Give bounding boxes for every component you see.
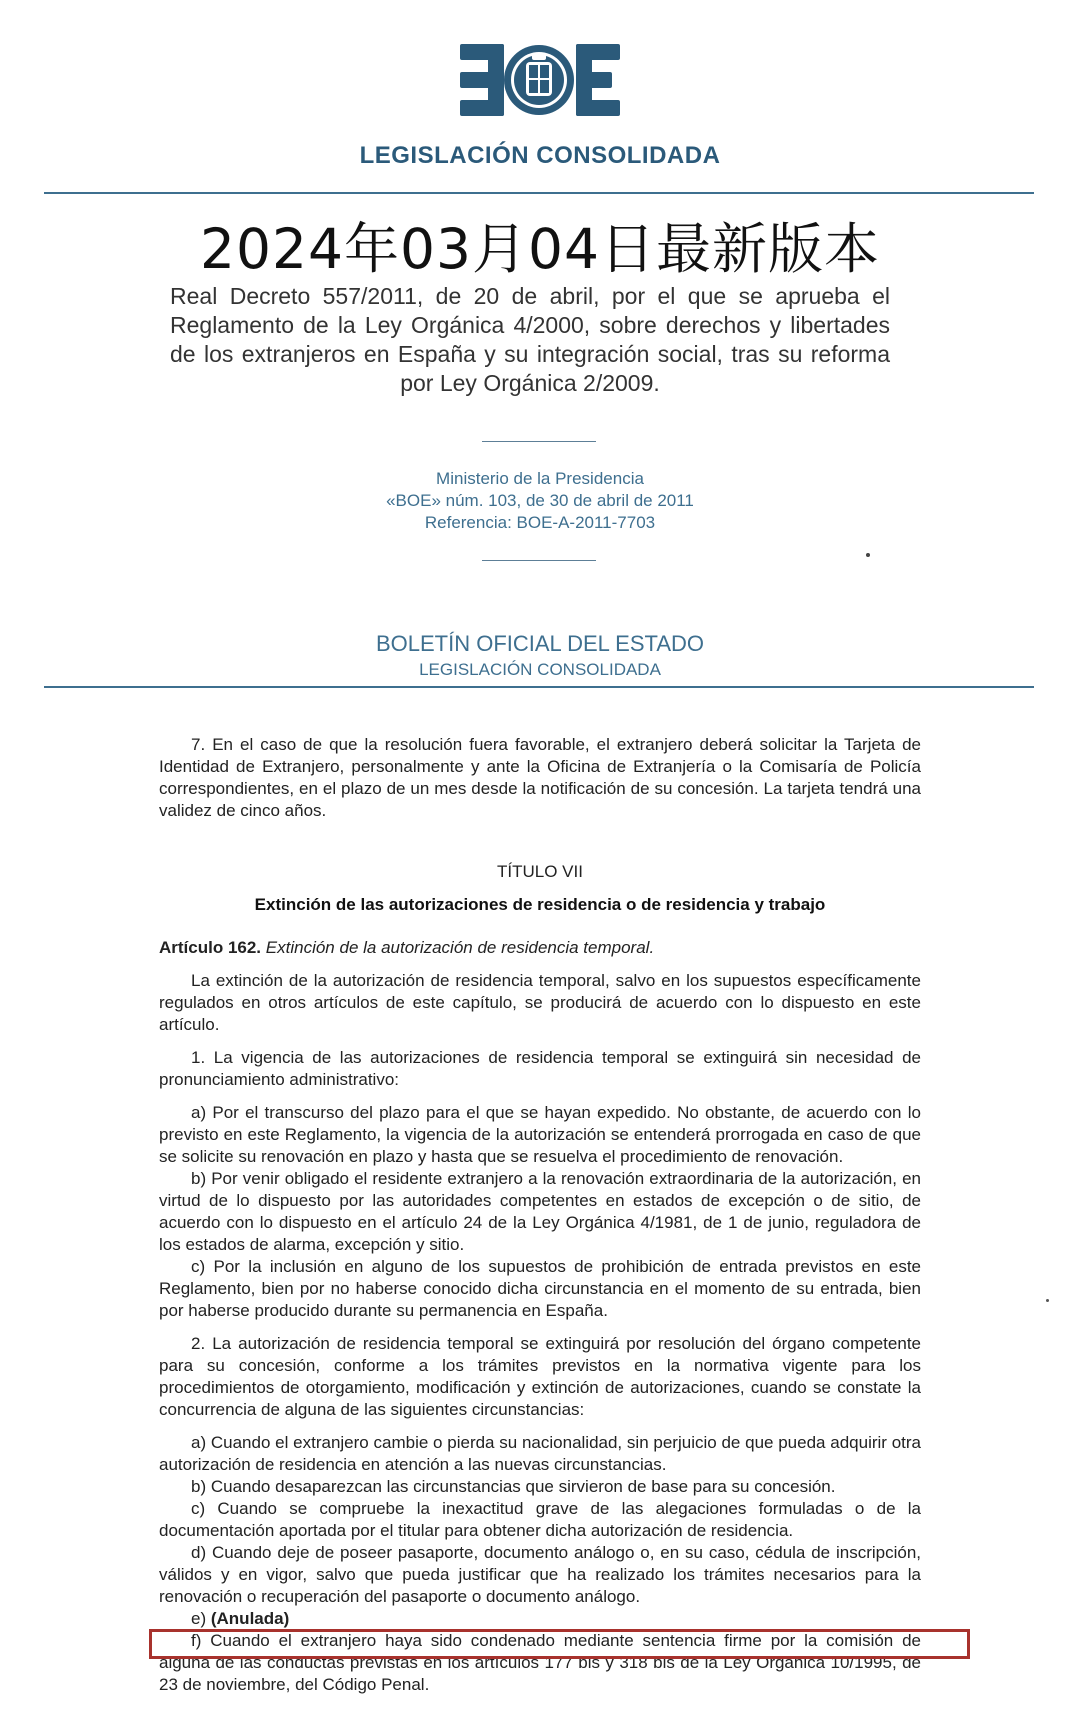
boe-reference: Referencia: BOE-A-2011-7703 [424, 513, 656, 532]
boe-logo [460, 44, 620, 116]
item-e-label: e) [191, 1609, 207, 1628]
titulo-heading: TÍTULO VII [497, 862, 583, 881]
section-1-c: c) Por la inclusión en alguno de los supuestos de prohibición de entrada previstos en este Reglamento, bien por no haberse conocido dicha circunstancia en el momento de su entrada, bien por haberse producido durante su permanencia en España. [159, 1257, 921, 1320]
overlay-date-caption: 2024年03月04日最新版本 [200, 217, 880, 281]
article-name: Extinción de la autorización de residencia temporal. [265, 938, 655, 957]
section-2-a: a) Cuando el extranjero cambie o pierda su nacionalidad, sin perjuicio de que pueda adquirir otra autorización de residencia en atención a las nuevas circunstancias. [159, 1433, 921, 1474]
meta-divider [482, 560, 596, 561]
running-header-line2: LEGISLACIÓN CONSOLIDADA [419, 660, 661, 679]
article-162 [159, 937, 921, 1696]
running-header [0, 631, 1080, 681]
header-rule [44, 192, 1034, 194]
section-1: 1. La vigencia de las autorizaciones de residencia temporal se extinguirá sin necesidad de pronunciamiento administrativo: [159, 1048, 921, 1089]
item-e-annulled: (Anulada) [210, 1609, 290, 1628]
article-label: Artículo 162. [159, 938, 262, 957]
section-1-b: b) Por venir obligado el residente extranjero a la renovación extraordinaria de la autorización, en virtud de lo dispuesto por las autoridades competentes en estados de excepción o de sitio, de acuerdo con lo dispuesto en el artículo 24 de la Ley Orgánica 4/1981, de 1 de junio, reguladora de los estados de alarma, excepción y sitio. [159, 1169, 921, 1254]
document-metadata [0, 468, 1080, 534]
section-2: 2. La autorización de residencia temporal se extinguirá por resolución del órgano competente para su concesión, conforme a los trámites previstos en la normativa vigente para los procedimientos de otorgamiento, modificación y extinción de autorizaciones, cuando se constate la concurrencia de alguna de las siguientes circunstancias: [159, 1334, 921, 1419]
gazette-reference: «BOE» núm. 103, de 30 de abril de 2011 [386, 491, 694, 510]
titulo-name: Extinción de las autorizaciones de residencia o de residencia y trabajo [254, 895, 826, 914]
speck [866, 553, 870, 557]
section-1-a: a) Por el transcurso del plazo para el que se hayan expedido. No obstante, de acuerdo con lo previsto en este Reglamento, la vigencia de la autorización se entenderá prorrogada en caso de que se solicite su renovación en plazo y hasta que se resuelva el procedimiento de renovación. [159, 1103, 921, 1166]
title-divider [482, 441, 596, 442]
article-intro: La extinción de la autorización de residencia temporal, salvo en los supuestos específicamente regulados en otros artículos de este capítulo, se producirá de acuerdo con lo dispuesto en este artículo. [159, 971, 921, 1034]
speck [1046, 1299, 1049, 1302]
article-heading [159, 937, 921, 959]
section-2-f: f) Cuando el extranjero haya sido condenado mediante sentencia firme por la comisión de alguna de las conductas previstas en los artículos 177 bis y 318 bis de la Ley Orgánica 10/1995, de 23 de noviembre, del Código Penal. [159, 1631, 921, 1694]
running-header-rule [44, 686, 1034, 688]
document-title: Real Decreto 557/2011, de 20 de abril, por el que se aprueba el Reglamento de la Ley Orgánica 4/2000, sobre derechos y libertades de los extranjeros en España y su integración social, tras su reforma por Ley Orgánica 2/2009. [170, 283, 890, 396]
paragraph-7 [159, 734, 921, 822]
running-header-line1: BOLETÍN OFICIAL DEL ESTADO [375, 631, 705, 656]
section-2-e [159, 1608, 921, 1630]
header-subtitle: LEGISLACIÓN CONSOLIDADA [359, 142, 721, 169]
section-2-b: b) Cuando desaparezcan las circunstancias que sirvieron de base para su concesión. [191, 1477, 836, 1496]
section-2-d: d) Cuando deje de poseer pasaporte, documento análogo o, en su caso, cédula de inscripción, válidos y en vigor, salvo que pueda justificar que ha realizado los trámites necesarios para la renovación o recuperación del pasaporte o documento análogo. [159, 1543, 921, 1606]
ministry: Ministerio de la Presidencia [436, 469, 644, 488]
paragraph-text: 7. En el caso de que la resolución fuera favorable, el extranjero deberá solicitar la Tarjeta de Identidad de Extranjero, personalmente y ante la Oficina de Extranjería o la Comisaría de Policía correspondientes, en el plazo de un mes desde la notificación de su concesión. La tarjeta tendrá una validez de cinco años. [159, 735, 921, 820]
annulled-highlight-box [149, 1629, 970, 1659]
section-2-c: c) Cuando se compruebe la inexactitud grave de las alegaciones formuladas o de la documentación aportada por el titular para obtener dicha autorización de residencia. [159, 1499, 921, 1540]
